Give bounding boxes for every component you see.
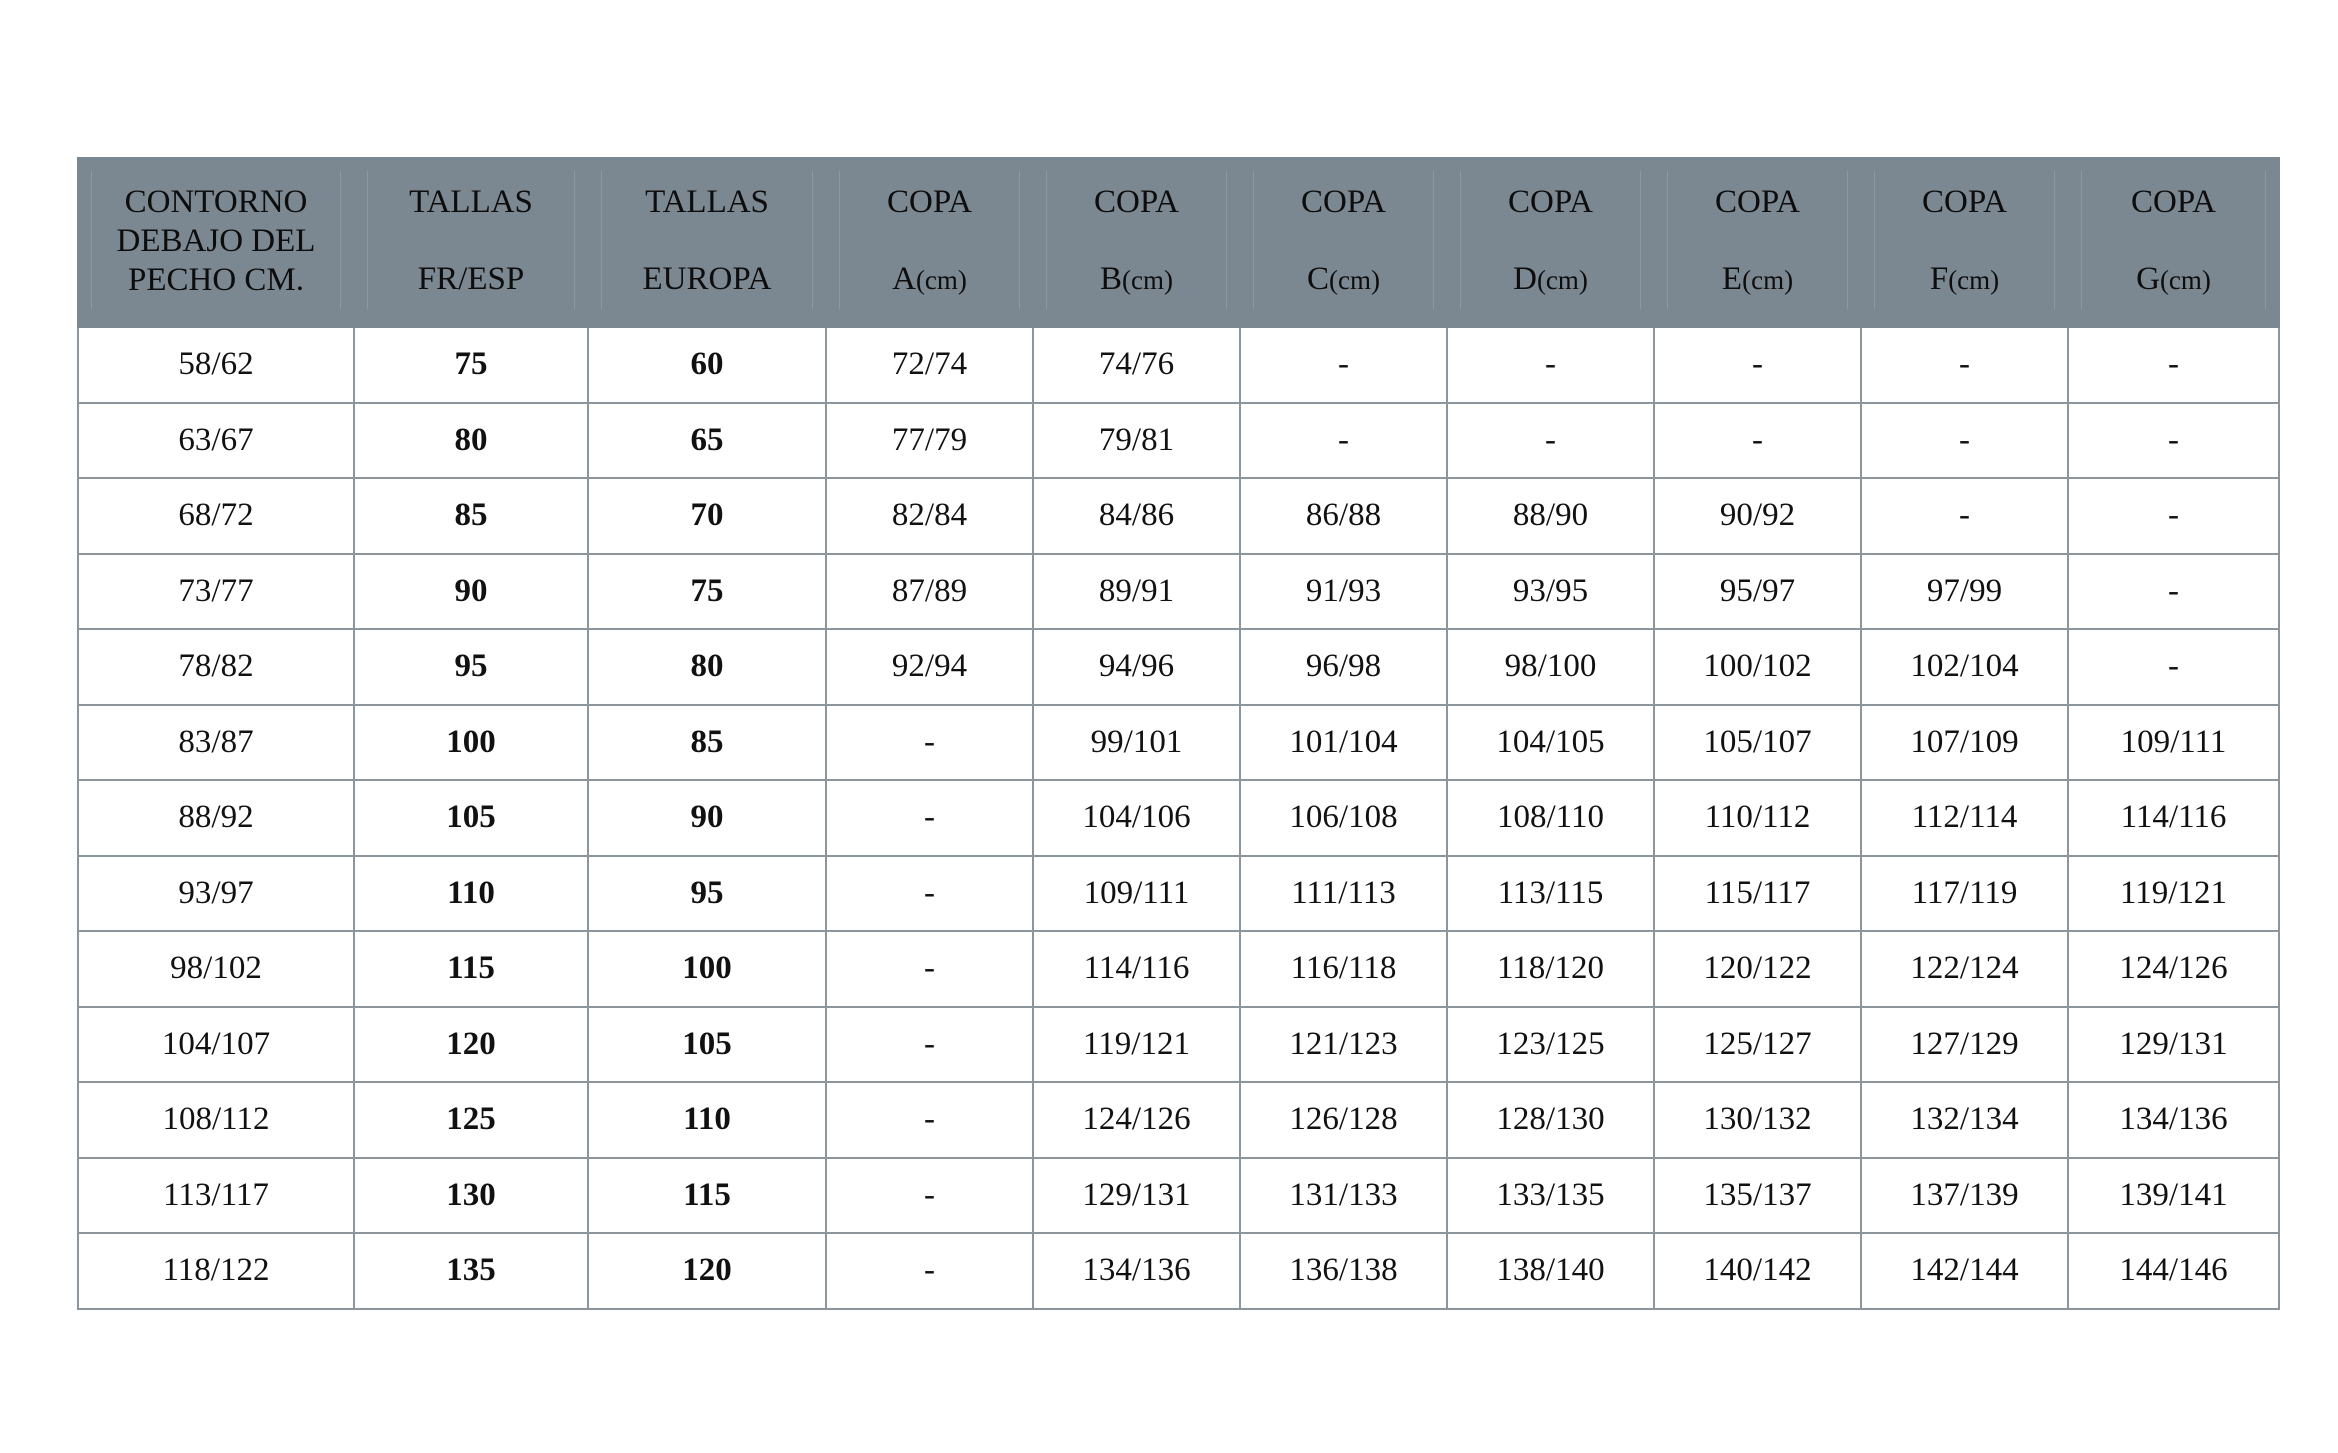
header-cup-e	[1654, 158, 1861, 327]
header-text: CONTORNO	[124, 184, 308, 220]
table-row	[78, 629, 2279, 705]
header-text: COPA	[1094, 184, 1179, 220]
header-text: TALLAS	[409, 184, 533, 220]
table-cell: 118/122	[78, 1233, 354, 1309]
header-size-fr-esp	[354, 158, 588, 327]
table-cell: 129/131	[2068, 1007, 2279, 1083]
table-cell: 113/115	[1447, 856, 1654, 932]
cup-letter: E	[1721, 261, 1743, 297]
table-cell: 78/82	[78, 629, 354, 705]
table-cell: 84/86	[1033, 478, 1240, 554]
table-cell: 104/107	[78, 1007, 354, 1083]
table-cell: 134/136	[2068, 1082, 2279, 1158]
header-text: COPA	[1508, 184, 1593, 220]
table-cell: 135/137	[1654, 1158, 1861, 1234]
table-cell: 83/87	[78, 705, 354, 781]
table-cell: -	[1654, 327, 1861, 403]
table-cell: 95/97	[1654, 554, 1861, 630]
table-cell: 100	[354, 705, 588, 781]
table-cell: 123/125	[1447, 1007, 1654, 1083]
table-cell: 120	[588, 1233, 826, 1309]
table-cell: 108/110	[1447, 780, 1654, 856]
table-cell: 75	[588, 554, 826, 630]
cup-unit: (cm)	[1122, 265, 1173, 295]
table-row	[78, 705, 2279, 781]
table-cell: 74/76	[1033, 327, 1240, 403]
table-cell: -	[826, 705, 1033, 781]
table-cell: 80	[354, 403, 588, 479]
table-cell: 104/105	[1447, 705, 1654, 781]
table-cell: 101/104	[1240, 705, 1447, 781]
table-cell: 135	[354, 1233, 588, 1309]
table-cell: 105/107	[1654, 705, 1861, 781]
cup-unit: (cm)	[1329, 265, 1380, 295]
table-cell: 95	[588, 856, 826, 932]
table-cell: -	[2068, 478, 2279, 554]
table-cell: 118/120	[1447, 931, 1654, 1007]
table-cell: -	[1861, 478, 2068, 554]
table-cell: 115/117	[1654, 856, 1861, 932]
header-cup-f	[1861, 158, 2068, 327]
table-body	[78, 327, 2279, 1309]
table-row	[78, 931, 2279, 1007]
table-cell: 128/130	[1447, 1082, 1654, 1158]
table-cell: 125	[354, 1082, 588, 1158]
table-cell: 111/113	[1240, 856, 1447, 932]
table-cell: 127/129	[1861, 1007, 2068, 1083]
table-cell: 116/118	[1240, 931, 1447, 1007]
table-cell: 102/104	[1861, 629, 2068, 705]
size-chart-table	[77, 157, 2280, 1310]
table-cell: 110	[354, 856, 588, 932]
table-cell: 95	[354, 629, 588, 705]
cup-unit: (cm)	[1948, 265, 2000, 295]
table-cell: 122/124	[1861, 931, 2068, 1007]
table-cell: 85	[588, 705, 826, 781]
table-cell: 125/127	[1654, 1007, 1861, 1083]
table-cell: 94/96	[1033, 629, 1240, 705]
cup-unit: (cm)	[915, 265, 967, 295]
table-cell: 105	[588, 1007, 826, 1083]
table-cell: 137/139	[1861, 1158, 2068, 1234]
table-cell: 105	[354, 780, 588, 856]
table-cell: 88/90	[1447, 478, 1654, 554]
header-text: EUROPA	[642, 261, 772, 297]
table-cell: -	[826, 856, 1033, 932]
table-header	[78, 158, 2279, 327]
header-cup-b	[1033, 158, 1240, 327]
table-cell: 124/126	[2068, 931, 2279, 1007]
table-cell: 68/72	[78, 478, 354, 554]
table-cell: -	[826, 1233, 1033, 1309]
table-cell: 119/121	[2068, 856, 2279, 932]
table-cell: 119/121	[1033, 1007, 1240, 1083]
table-cell: 114/116	[2068, 780, 2279, 856]
table-cell: 98/102	[78, 931, 354, 1007]
table-cell: 98/100	[1447, 629, 1654, 705]
cup-letter: F	[1929, 261, 1949, 297]
table-cell: -	[1861, 327, 2068, 403]
table-cell: 96/98	[1240, 629, 1447, 705]
table-row	[78, 478, 2279, 554]
table-cell: 110/112	[1654, 780, 1861, 856]
header-text: COPA	[2131, 184, 2216, 220]
table-cell: -	[1240, 327, 1447, 403]
table-cell: 124/126	[1033, 1082, 1240, 1158]
cup-letter: B	[1100, 261, 1123, 297]
table-cell: 91/93	[1240, 554, 1447, 630]
cup-unit: (cm)	[1742, 265, 1794, 295]
table-row	[78, 1082, 2279, 1158]
table-cell: 131/133	[1240, 1158, 1447, 1234]
header-text: DEBAJO DEL	[116, 223, 316, 259]
table-cell: 133/135	[1447, 1158, 1654, 1234]
table-row	[78, 327, 2279, 403]
table-cell: 139/141	[2068, 1158, 2279, 1234]
header-row	[78, 158, 2279, 327]
table-cell: 132/134	[1861, 1082, 2068, 1158]
table-cell: 140/142	[1654, 1233, 1861, 1309]
table-cell: 73/77	[78, 554, 354, 630]
table-cell: 120/122	[1654, 931, 1861, 1007]
table-cell: 129/131	[1033, 1158, 1240, 1234]
table-cell: 117/119	[1861, 856, 2068, 932]
table-cell: 112/114	[1861, 780, 2068, 856]
table-row	[78, 403, 2279, 479]
table-cell: 126/128	[1240, 1082, 1447, 1158]
table-cell: 93/97	[78, 856, 354, 932]
header-text: COPA	[1922, 184, 2007, 220]
table-cell: -	[2068, 403, 2279, 479]
header-size-europa	[588, 158, 826, 327]
table-cell: -	[826, 931, 1033, 1007]
cup-unit: (cm)	[2159, 265, 2211, 295]
table-cell: 100/102	[1654, 629, 1861, 705]
table-cell: 86/88	[1240, 478, 1447, 554]
table-row	[78, 554, 2279, 630]
table-cell: 63/67	[78, 403, 354, 479]
table-cell: 144/146	[2068, 1233, 2279, 1309]
table-cell: -	[1861, 403, 2068, 479]
table-cell: 89/91	[1033, 554, 1240, 630]
table-cell: 106/108	[1240, 780, 1447, 856]
table-cell: 108/112	[78, 1082, 354, 1158]
table-cell: 75	[354, 327, 588, 403]
table-cell: 72/74	[826, 327, 1033, 403]
table-cell: 82/84	[826, 478, 1033, 554]
cup-letter: D	[1513, 261, 1537, 297]
table-cell: 121/123	[1240, 1007, 1447, 1083]
table-cell: 110	[588, 1082, 826, 1158]
header-cup-g	[2068, 158, 2279, 327]
header-cup-d	[1447, 158, 1654, 327]
table-cell: 97/99	[1861, 554, 2068, 630]
cup-letter: G	[2136, 261, 2160, 297]
table-cell: 142/144	[1861, 1233, 2068, 1309]
table-cell: -	[2068, 629, 2279, 705]
header-text: COPA	[887, 184, 972, 220]
header-text: PECHO CM.	[127, 262, 305, 298]
table-cell: -	[826, 780, 1033, 856]
table-cell: -	[1654, 403, 1861, 479]
table-cell: 88/92	[78, 780, 354, 856]
table-cell: 130/132	[1654, 1082, 1861, 1158]
header-cup-c	[1240, 158, 1447, 327]
table-cell: 80	[588, 629, 826, 705]
table-cell: 60	[588, 327, 826, 403]
table-cell: 92/94	[826, 629, 1033, 705]
table-cell: 99/101	[1033, 705, 1240, 781]
table-cell: 100	[588, 931, 826, 1007]
table-cell: -	[1447, 327, 1654, 403]
table-cell: 120	[354, 1007, 588, 1083]
header-text: TALLAS	[645, 184, 769, 220]
header-cup-a	[826, 158, 1033, 327]
table-cell: 136/138	[1240, 1233, 1447, 1309]
table-cell: -	[1240, 403, 1447, 479]
table-cell: 87/89	[826, 554, 1033, 630]
table-row	[78, 1007, 2279, 1083]
table-cell: 134/136	[1033, 1233, 1240, 1309]
header-text: COPA	[1301, 184, 1386, 220]
table-cell: 107/109	[1861, 705, 2068, 781]
table-cell: 104/106	[1033, 780, 1240, 856]
table-cell: -	[2068, 327, 2279, 403]
table-cell: -	[1447, 403, 1654, 479]
table-cell: 93/95	[1447, 554, 1654, 630]
cup-unit: (cm)	[1536, 265, 1588, 295]
table-cell: 90/92	[1654, 478, 1861, 554]
table-cell: 115	[588, 1158, 826, 1234]
header-text: FR/ESP	[417, 261, 525, 297]
header-underbust	[78, 158, 354, 327]
table-cell: -	[826, 1007, 1033, 1083]
table-cell: 114/116	[1033, 931, 1240, 1007]
table-cell: 109/111	[1033, 856, 1240, 932]
table-cell: -	[2068, 554, 2279, 630]
table-cell: 65	[588, 403, 826, 479]
table-row	[78, 780, 2279, 856]
table-cell: 79/81	[1033, 403, 1240, 479]
table-cell: 130	[354, 1158, 588, 1234]
table-cell: 115	[354, 931, 588, 1007]
table-cell: 85	[354, 478, 588, 554]
table-cell: 90	[354, 554, 588, 630]
table-cell: 90	[588, 780, 826, 856]
table-cell: 138/140	[1447, 1233, 1654, 1309]
table-cell: -	[826, 1158, 1033, 1234]
table-cell: 109/111	[2068, 705, 2279, 781]
table-cell: -	[826, 1082, 1033, 1158]
table-cell: 70	[588, 478, 826, 554]
table-cell: 77/79	[826, 403, 1033, 479]
cup-letter: C	[1307, 261, 1330, 297]
cup-letter: A	[892, 261, 916, 297]
table-row	[78, 1233, 2279, 1309]
table-row	[78, 856, 2279, 932]
table-row	[78, 1158, 2279, 1234]
table-cell: 113/117	[78, 1158, 354, 1234]
header-text: COPA	[1715, 184, 1800, 220]
table-cell: 58/62	[78, 327, 354, 403]
